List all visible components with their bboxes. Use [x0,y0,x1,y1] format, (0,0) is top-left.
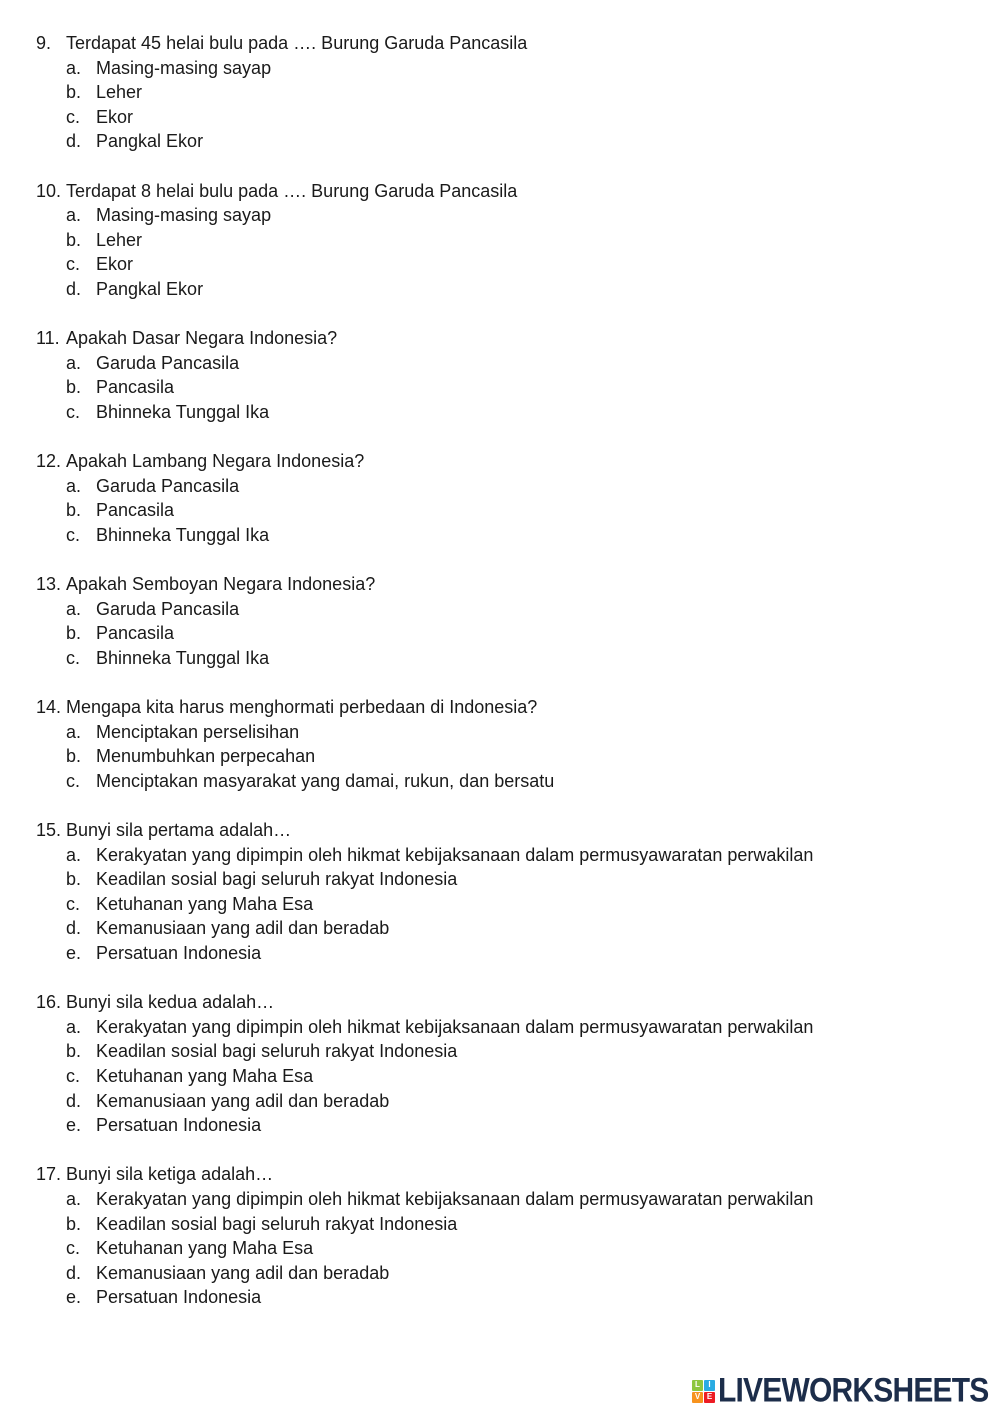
question-number: 16. [36,992,62,1013]
option-letter: a. [66,1016,82,1037]
question-number: 11. [36,328,60,349]
question-text: Apakah Dasar Negara Indonesia? [66,328,338,349]
option-letter: b. [66,746,82,767]
question-row [36,449,976,474]
option-letter: b. [66,623,82,644]
option-a [36,203,976,228]
logo-tile-v: V [692,1392,703,1403]
option-letter: a. [66,598,82,619]
option-c [36,400,976,425]
option-a [36,843,976,868]
logo-tile-l: L [692,1380,703,1391]
question-12 [36,449,976,547]
option-text: Ekor [96,254,134,275]
option-letter: e. [66,1115,82,1136]
option-letter: a. [66,352,82,373]
question-text: Bunyi sila ketiga adalah… [66,1164,274,1185]
option-letter: e. [66,1287,82,1308]
option-letter: b. [66,1041,82,1062]
option-letter: c. [66,1065,81,1086]
option-text: Masing-masing sayap [96,205,272,226]
logo-tile-i: I [704,1380,715,1391]
option-b [36,1039,976,1064]
option-text: Menciptakan masyarakat yang damai, rukun, dan bersatu [96,770,555,791]
question-row [36,1162,976,1187]
option-text: Kerakyatan yang dipimpin oleh hikmat kebijaksanaan dalam permusyawaratan perwakilan [96,1188,814,1209]
question-10 [36,179,976,302]
option-d [36,916,976,941]
option-d [36,277,976,302]
option-text: Pancasila [96,500,175,521]
option-a [36,1015,976,1040]
option-text: Pancasila [96,377,175,398]
option-letter: c. [66,106,81,127]
question-14 [36,695,976,793]
option-text: Garuda Pancasila [96,352,240,373]
option-text: Bhinneka Tunggal Ika [96,401,270,422]
option-letter: b. [66,229,82,250]
option-text: Kemanusiaan yang adil dan beradab [96,918,390,939]
question-row [36,990,976,1015]
option-text: Keadilan sosial bagi seluruh rakyat Indonesia [96,1213,458,1234]
option-letter: a. [66,475,82,496]
option-letter: d. [66,1090,82,1111]
option-letter: a. [66,844,82,865]
question-text: Terdapat 8 helai bulu pada …. Burung Garuda Pancasila [66,180,518,201]
question-number: 9. [36,33,52,53]
option-text: Persatuan Indonesia [96,942,262,963]
option-b [36,1212,976,1237]
option-text: Kemanusiaan yang adil dan beradab [96,1262,390,1283]
option-letter: d. [66,278,82,299]
option-letter: a. [66,57,82,78]
option-text: Bhinneka Tunggal Ika [96,524,270,545]
option-c [36,646,976,671]
question-number: 10. [36,180,62,201]
option-a [36,351,976,376]
option-letter: b. [66,869,82,890]
question-row [36,818,976,843]
question-text: Apakah Lambang Negara Indonesia? [66,451,365,472]
option-text: Pancasila [96,623,175,644]
option-b [36,744,976,769]
option-text: Ketuhanan yang Maha Esa [96,1238,314,1259]
option-b [36,498,976,523]
liveworksheets-logo [692,1371,989,1410]
question-row [36,326,976,351]
option-letter: c. [66,770,81,791]
option-letter: d. [66,918,82,939]
question-row [36,179,976,204]
option-text: Leher [96,82,143,103]
liveworksheets-icon [692,1380,715,1403]
option-c [36,105,976,130]
question-13 [36,572,976,670]
option-letter: c. [66,524,81,545]
option-e [36,1113,976,1138]
option-letter: a. [66,721,82,742]
option-letter: d. [66,1262,82,1283]
question-16 [36,990,976,1138]
option-a [36,56,976,81]
option-text: Garuda Pancasila [96,475,240,496]
option-c [36,252,976,277]
option-text: Masing-masing sayap [96,57,272,78]
question-15 [36,818,976,966]
option-b [36,621,976,646]
option-a [36,474,976,499]
option-text: Pangkal Ekor [96,278,204,299]
question-17 [36,1162,976,1310]
option-b [36,867,976,892]
question-number: 13. [36,574,62,595]
option-text: Menciptakan perselisihan [96,721,300,742]
option-e [36,941,976,966]
question-number: 15. [36,820,62,840]
option-text: Leher [96,229,143,250]
question-9 [36,31,976,154]
option-d [36,1261,976,1286]
question-number: 17. [36,1164,62,1185]
option-letter: b. [66,1213,82,1234]
option-text: Keadilan sosial bagi seluruh rakyat Indonesia [96,869,458,890]
option-letter: c. [66,647,81,668]
option-a [36,597,976,622]
option-text: Kerakyatan yang dipimpin oleh hikmat kebijaksanaan dalam permusyawaratan perwakilan [96,1016,814,1037]
option-c [36,523,976,548]
logo-tile-e: E [704,1392,715,1403]
question-row [36,695,976,720]
option-text: Ketuhanan yang Maha Esa [96,1065,314,1086]
option-text: Ekor [96,106,134,127]
question-text: Bunyi sila kedua adalah… [66,992,275,1013]
question-number: 14. [36,697,62,718]
option-c [36,892,976,917]
option-b [36,228,976,253]
option-text: Persatuan Indonesia [96,1287,262,1308]
question-11 [36,326,976,424]
option-d [36,129,976,154]
question-list [36,31,976,1334]
option-text: Persatuan Indonesia [96,1115,262,1136]
option-c [36,1064,976,1089]
option-letter: c. [66,401,81,422]
question-text: Mengapa kita harus menghormati perbedaan di Indonesia? [66,697,538,718]
option-letter: b. [66,82,82,103]
option-d [36,1089,976,1114]
question-number: 12. [36,451,62,472]
option-text: Bhinneka Tunggal Ika [96,647,270,668]
option-letter: c. [66,893,81,914]
option-letter: e. [66,942,82,963]
option-letter: c. [66,1238,81,1259]
option-text: Kemanusiaan yang adil dan beradab [96,1090,390,1111]
option-letter: a. [66,205,82,226]
question-text: Apakah Semboyan Negara Indonesia? [66,574,376,595]
option-letter: a. [66,1188,82,1209]
option-b [36,80,976,105]
option-a [36,1187,976,1212]
option-text: Pangkal Ekor [96,131,204,152]
option-e [36,1285,976,1310]
question-row [36,572,976,597]
option-text: Menumbuhkan perpecahan [96,746,316,767]
option-c [36,769,976,794]
option-letter: b. [66,500,82,521]
option-c [36,1236,976,1261]
option-text: Keadilan sosial bagi seluruh rakyat Indonesia [96,1041,458,1062]
option-text: Garuda Pancasila [96,598,240,619]
option-b [36,375,976,400]
question-text: Bunyi sila pertama adalah… [66,820,292,840]
logo-wordmark: LIVEWORKSHEETS [718,1371,989,1410]
option-text: Ketuhanan yang Maha Esa [96,893,314,914]
question-row [36,31,976,56]
option-text: Kerakyatan yang dipimpin oleh hikmat kebijaksanaan dalam permusyawaratan perwakilan [96,844,814,865]
option-letter: c. [66,254,81,275]
question-text: Terdapat 45 helai bulu pada …. Burung Garuda Pancasila [66,33,528,53]
option-a [36,720,976,745]
option-letter: d. [66,131,82,152]
option-letter: b. [66,377,82,398]
